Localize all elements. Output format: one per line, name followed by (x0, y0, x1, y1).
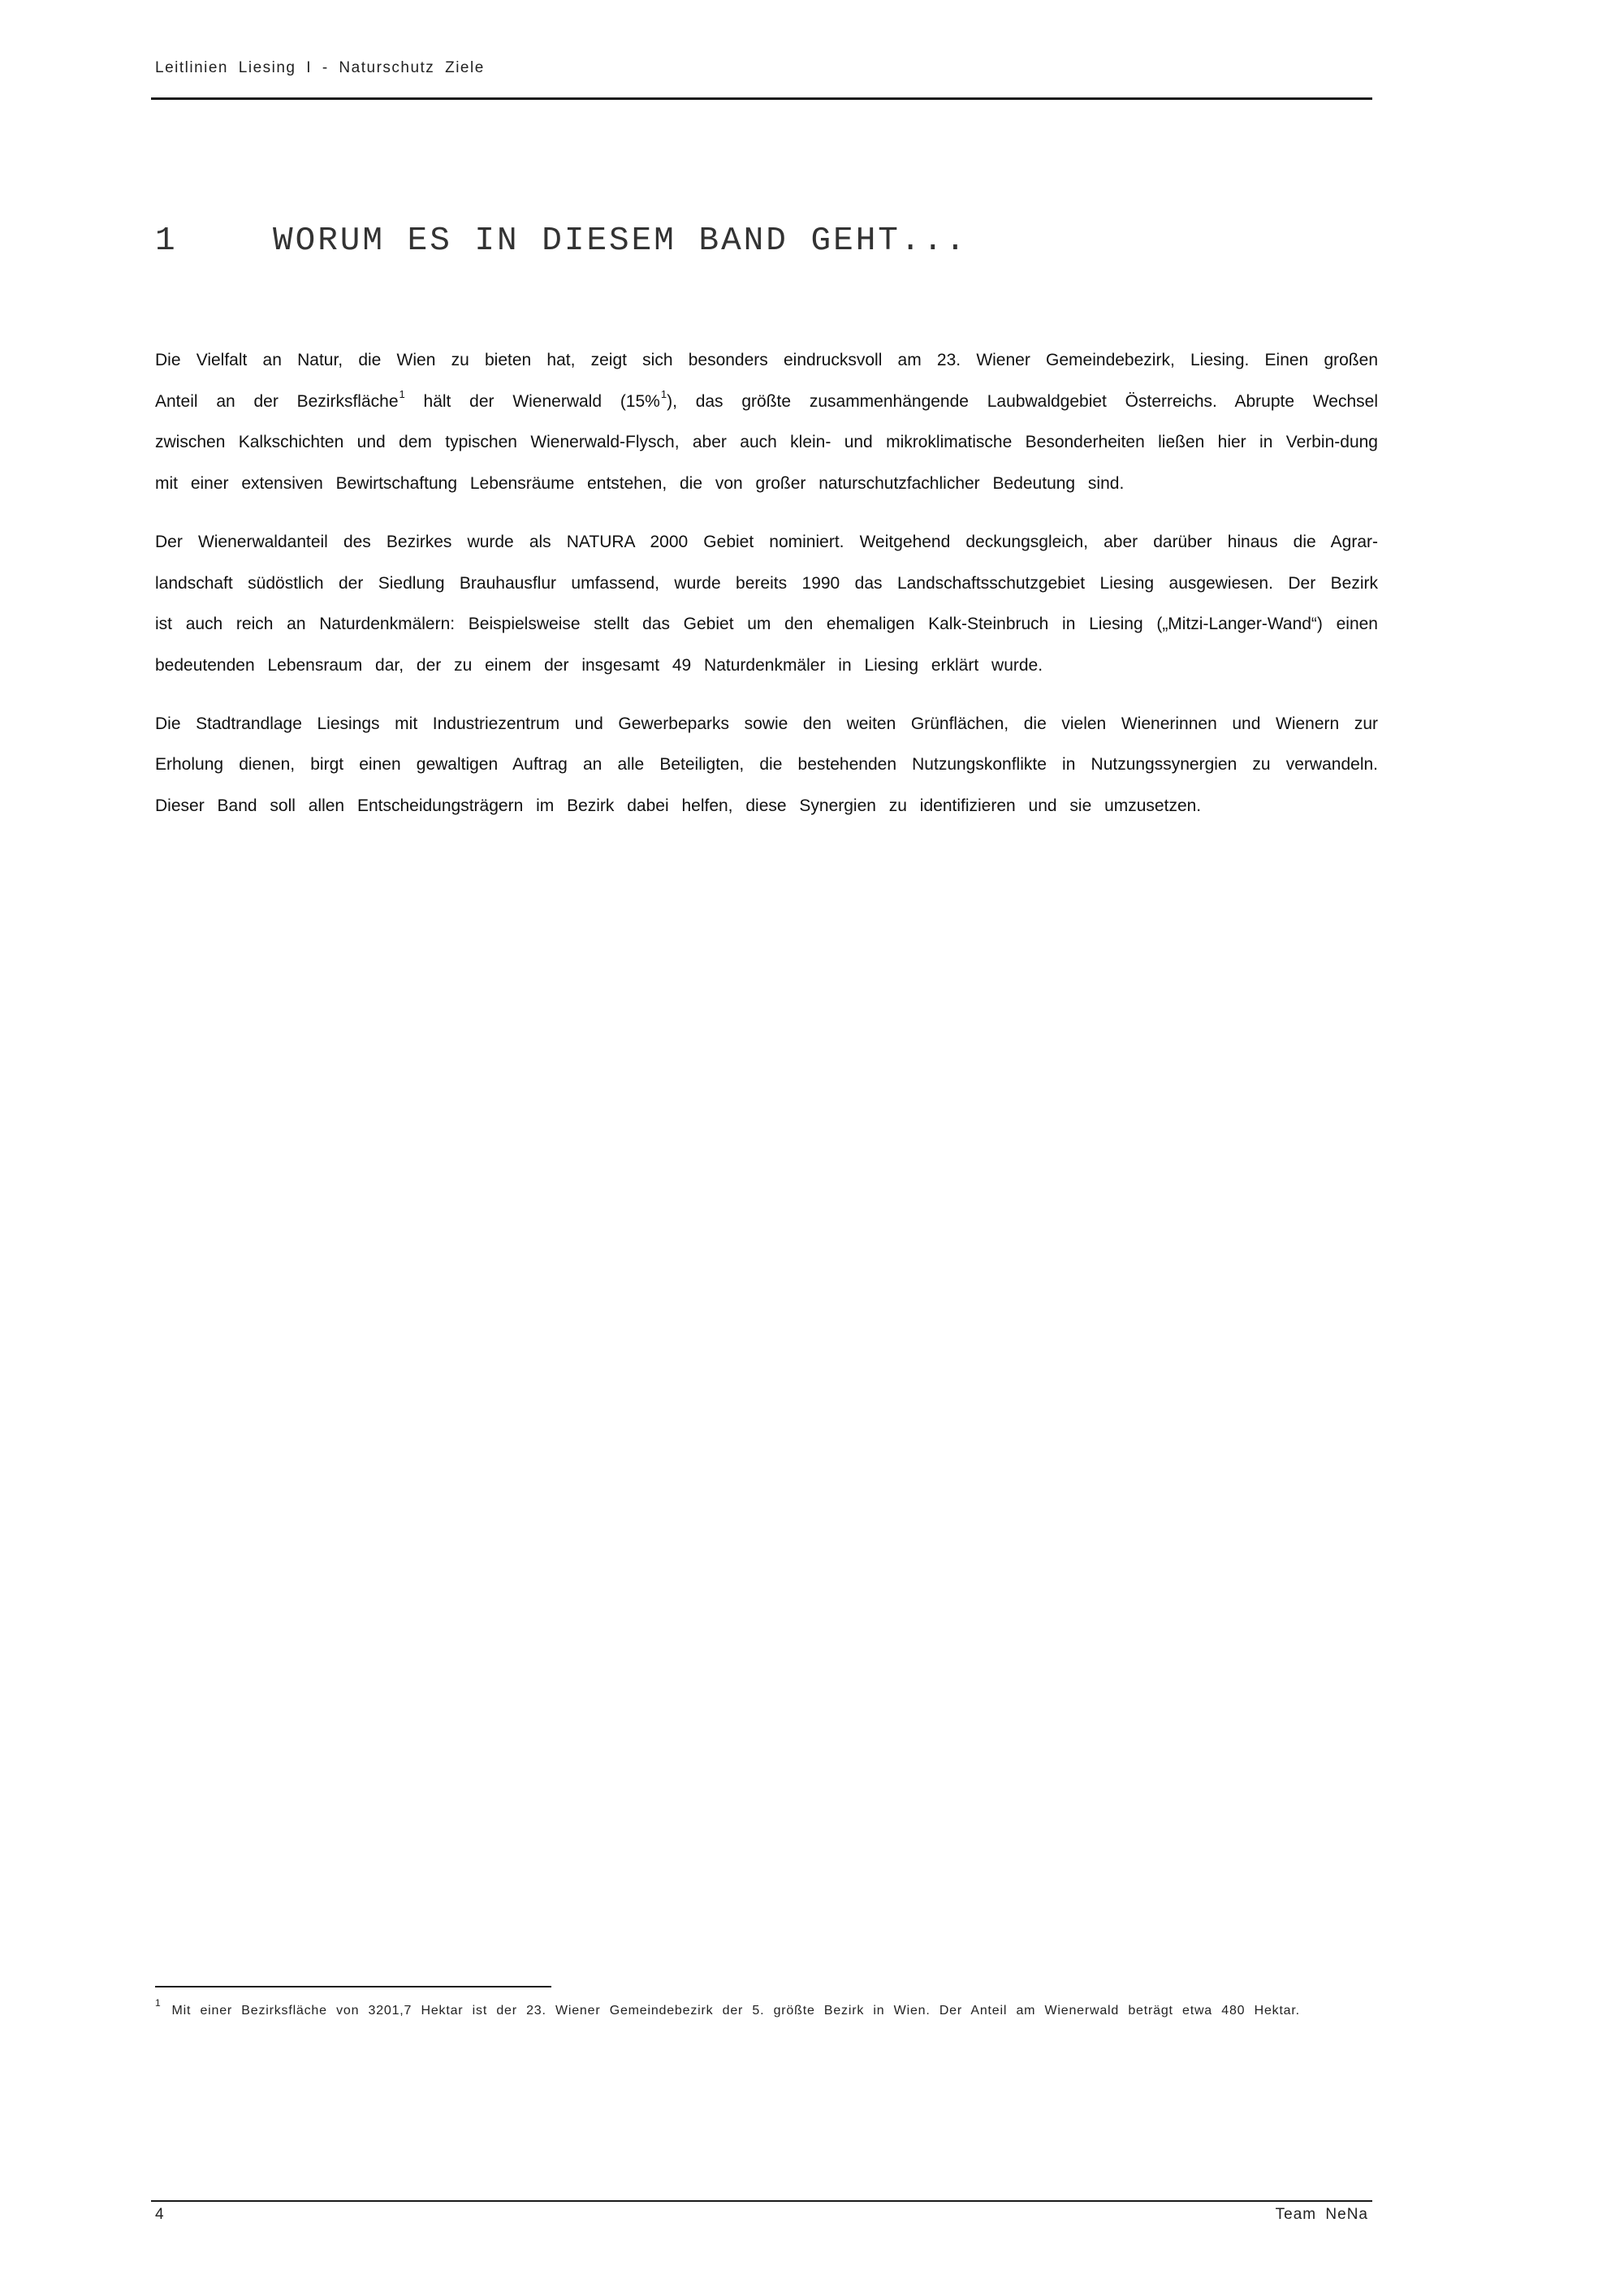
footer-divider (151, 2200, 1372, 2202)
footnote-mark: 1 (155, 1997, 162, 2009)
paragraph-1 (155, 340, 1378, 505)
chapter-number: 1 (155, 222, 178, 260)
body-text (155, 340, 1378, 844)
page-number: 4 (155, 2206, 164, 2223)
paragraph-1-part-a: Die Vielfalt an Natur, die Wien zu bieten hat, zeigt sich besonders eindrucksvoll am 23. Wiener Gemeindebezirk, Liesing. Einen großen Anteil an der Bezirksfläche (155, 351, 1378, 411)
footer-team-name: Team NeNa (1275, 2206, 1368, 2223)
footnote-reference[interactable]: 1 (660, 387, 667, 400)
paragraph-1-part-b: hält der Wienerwald (15% (404, 391, 660, 411)
chapter-heading (155, 222, 968, 260)
paragraph-1-part-c: ), das größte zusammenhängende Laubwaldgebiet Österreichs. Abrupte Wechsel zwischen Kalkschichten und dem typischen Wienerwald-Flysch, aber auch klein- und mikroklimatische Besonderheiten ließen hier in Verbin-dung mit einer extensiven Bewirtschaftung Lebensräume entstehen, die von großer naturschutzfachlicher Bedeutung sind. (155, 391, 1378, 494)
footnote-reference[interactable]: 1 (399, 387, 405, 400)
running-header: Leitlinien Liesing I - Naturschutz Ziele (155, 59, 485, 76)
footnote (155, 1997, 1300, 2018)
footnote-text: Mit einer Bezirksfläche von 3201,7 Hektar ist der 23. Wiener Gemeindebezirk der 5. größte Bezirk in Wien. Der Anteil am Wienerwald beträgt etwa 480 Hektar. (171, 2004, 1300, 2018)
paragraph-2: Der Wienerwaldanteil des Bezirkes wurde als NATURA 2000 Gebiet nominiert. Weitgehend deckungsgleich, aber darüber hinaus die Agrar-landschaft südöstlich der Siedlung Brauhausflur umfassend, wurde bereits 1990 das Landschaftsschutzgebiet Liesing ausgewiesen. Der Bezirk ist auch reich an Naturdenkmälern: Beispielsweise stellt das Gebiet um den ehemaligen Kalk-Steinbruch in Liesing („Mitzi-Langer-Wand“) einen bedeutenden Lebensraum dar, der zu einem der insgesamt 49 Naturdenkmäler in Liesing erklärt wurde. (155, 532, 1378, 675)
footnote-divider (155, 1986, 551, 1987)
chapter-title: WORUM ES IN DIESEM BAND GEHT... (273, 222, 968, 260)
header-divider (151, 97, 1372, 100)
paragraph-3: Die Stadtrandlage Liesings mit Industriezentrum und Gewerbeparks sowie den weiten Grünflächen, die vielen Wienerinnen und Wienern zur Erholung dienen, birgt einen gewaltigen Auftrag an alle Beteiligten, die bestehenden Nutzungskonflikte in Nutzungssynergien zu verwandeln. Dieser Band soll allen Entscheidungsträgern im Bezirk dabei helfen, diese Synergien zu identifizieren und sie umzusetzen. (155, 714, 1378, 816)
